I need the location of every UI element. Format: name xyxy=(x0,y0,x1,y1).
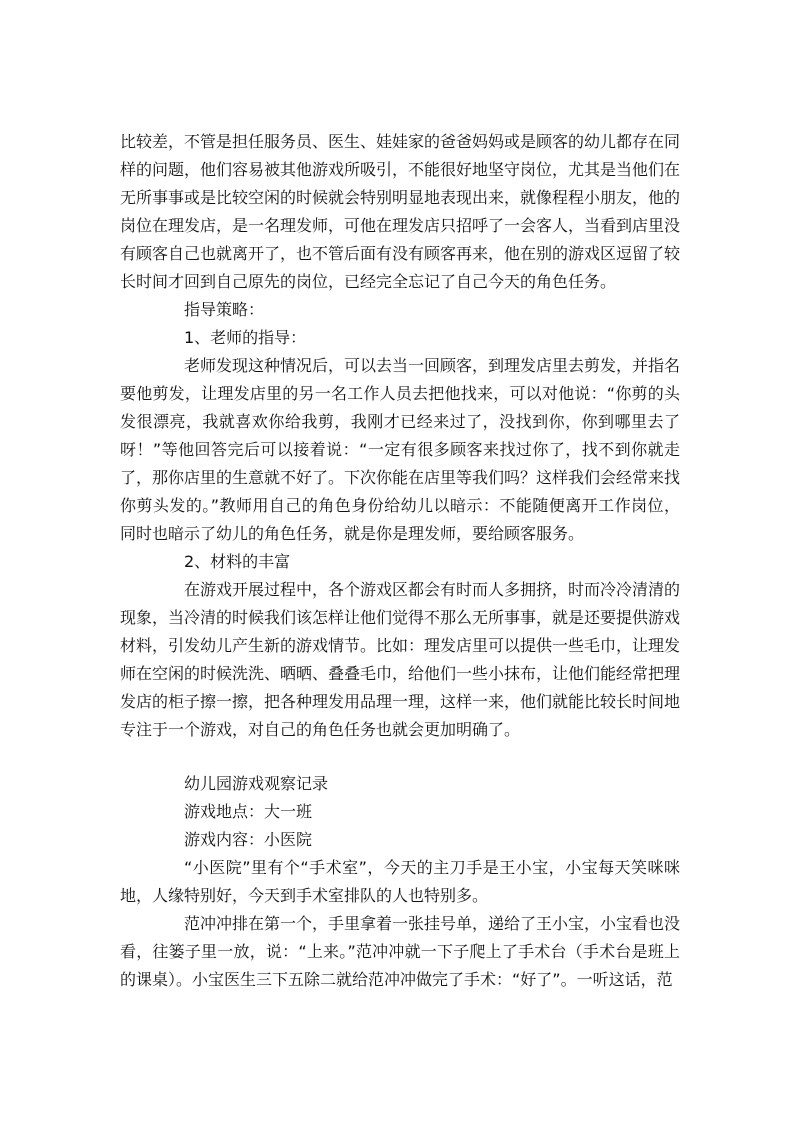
paragraph-material-enrichment: 在游戏开展过程中，各个游戏区都会有时而人多拥挤，时而冷冷清清的现象，当冷清的时候我们该怎样让他们觉得不那么无所事事，就是还要提供游戏材料，引发幼儿产生新的游戏情节。比如：理发店里可以提供一些毛巾，让理发师在空闲的时候洗洗、晒晒、叠叠毛巾，给他们一些小抹布，让他们能经常把理发店的柜子擦一擦，把各种理发用品理一理，这样一来，他们就能比较长时间地专注于一个游戏，对自己的角色任务也就会更加明确了。 xyxy=(120,580,681,739)
heading-material-enrichment: 2、材料的丰富 xyxy=(184,552,291,571)
heading-guidance-strategy: 指导策略： xyxy=(184,300,265,319)
paragraph-fan-chongchong: 范冲冲排在第一个，手里拿着一张挂号单，递给了王小宝，小宝看也没看，往篓子里一放，说：“上来。”范冲冲就一下子爬上了手术台（手术台是班上的课桌）。小宝医生三下五除二就给范冲冲做完了手术：“好了”。一听这话，范 xyxy=(120,914,681,989)
section-spacer xyxy=(120,744,680,770)
field-game-content: 游戏内容：小医院 xyxy=(184,830,313,849)
document-page xyxy=(120,128,680,994)
paragraph-small-hospital: “小医院”里有个“手术室”，今天的主刀手是王小宝，小宝每天笑咪咪地，人缘特别好，今天到手术室排队的人也特别多。 xyxy=(120,858,680,905)
field-game-location: 游戏地点：大一班 xyxy=(184,802,313,821)
paragraph-continuation: 比较差，不管是担任服务员、医生、娃娃家的爸爸妈妈或是顾客的幼儿都存在同样的问题，他们容易被其他游戏所吸引，不能很好地坚守岗位，尤其是当他们在无所事事或是比较空闲的时候就会特别明显地表现出来，就像程程小朋友，他的岗位在理发店，是一名理发师，可他在理发店只招呼了一会客人，当看到店里没有顾客自己也就离开了，也不管后面有没有顾客再来，他在别的游戏区逗留了较长时间才回到自己原先的岗位，已经完全忘记了自己今天的角色任务。 xyxy=(120,132,681,291)
heading-teacher-guidance: 1、老师的指导： xyxy=(184,328,307,347)
title-observation-record: 幼儿园游戏观察记录 xyxy=(184,774,329,793)
paragraph-teacher-guidance: 老师发现这种情况后，可以去当一回顾客，到理发店里去剪发，并指名要他剪发，让理发店里的另一名工作人员去把他找来，可以对他说：“你剪的头发很漂亮，我就喜欢你给我剪，我刚才已经来过了，没找到你，你到哪里去了呀！”等他回答完后可以接着说：“一定有很多顾客来找过你了，找不到你就走了，那你店里的生意就不好了。下次你能在店里等我们吗？这样我们会经常来找你剪头发的。”教师用自己的角色身份给幼儿以暗示：不能随便离开工作岗位，同时也暗示了幼儿的角色任务，就是你是理发师，要给顾客服务。 xyxy=(120,356,681,543)
